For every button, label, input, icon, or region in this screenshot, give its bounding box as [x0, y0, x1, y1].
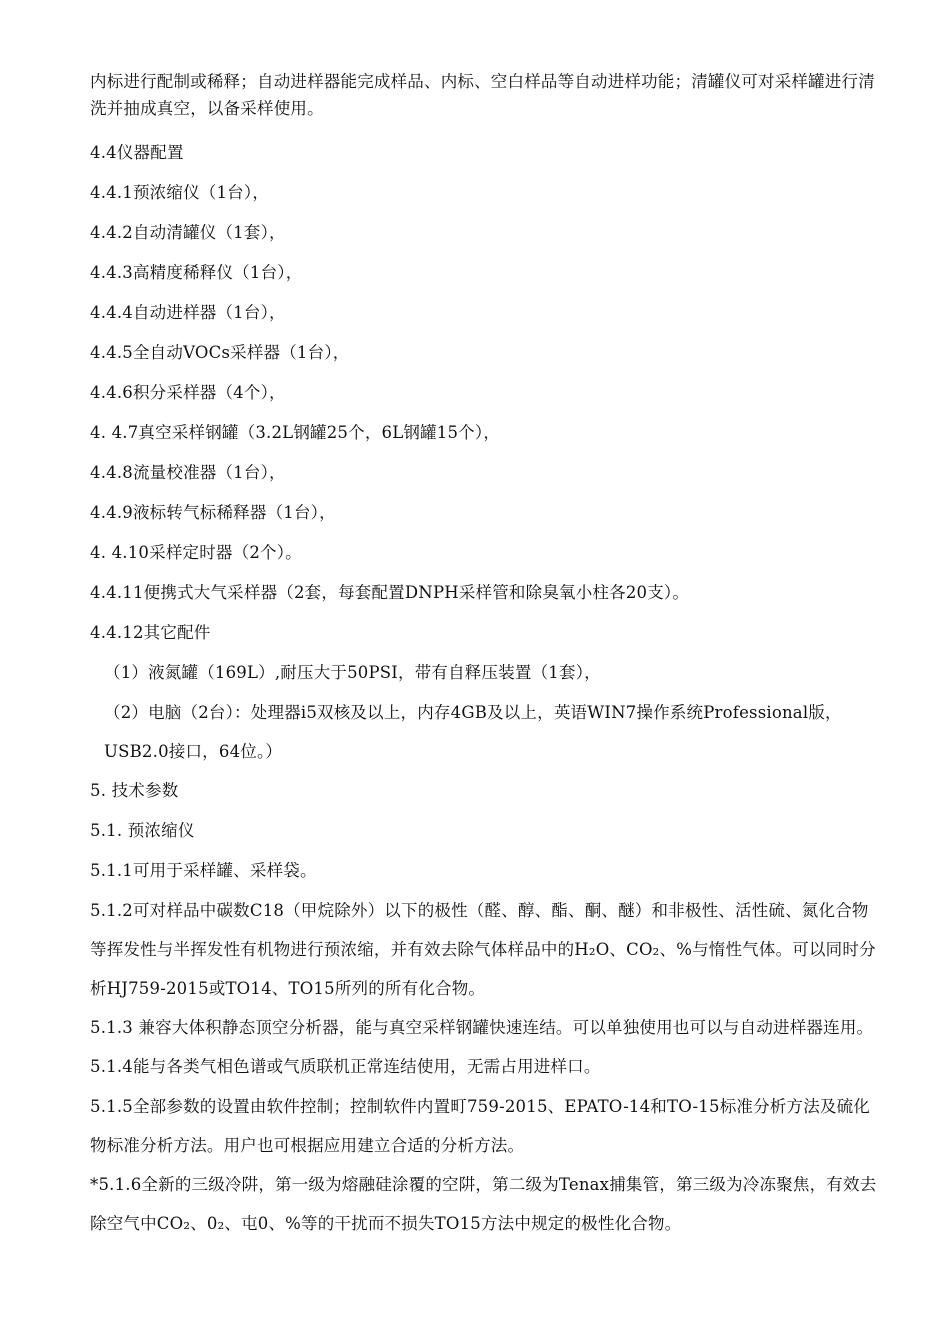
section-4-4-title: 4.4仪器配置	[90, 143, 184, 162]
list-item: *5.1.6全新的三级冷阱，第一级为熔融硅涂覆的空阱，第二级为Tenax捕集管，第三级为冷冻聚焦，有效去除空气中CO₂、0₂、屯0、%等的干扰而不损失TO15方法中规定的极性化合物。	[90, 1175, 877, 1233]
list-item: 4.4.2自动清罐仪（1套），	[90, 223, 286, 242]
list-item: 4.4.3高精度稀释仪（1台），	[90, 263, 303, 282]
document-page	[90, 68, 880, 1243]
list-item: 4.4.11便携式大气采样器（2套，每套配置DNPH采样管和除臭氧小柱各20支）。	[90, 583, 690, 602]
list-item: 4.4.4自动进样器（1台），	[90, 303, 286, 322]
list-item: 4. 4.10采样定时器（2个）。	[90, 543, 302, 562]
list-item: 5.1.1可用于采样罐、采样袋。	[90, 861, 317, 880]
section-5-title: 5. 技术参数	[90, 781, 179, 800]
list-item: 4.4.9液标转气标稀释器（1台），	[90, 503, 336, 522]
list-item: 5.1.2可对样品中碳数C18（甲烷除外）以下的极性（醛、醇、酯、酮、醚）和非极性、活性硫、氮化合物等挥发性与半挥发性有机物进行预浓缩，并有效去除气体样品中的H₂O、CO₂、%与惰性气体。可以同时分析HJ759-2015或TO14、TO15所列的所有化合物。	[90, 901, 876, 998]
list-item: 5.1.4能与各类气相色谱或气质联机正常连结使用，无需占用进样口。	[90, 1057, 601, 1076]
list-item: 4.4.8流量校准器（1台），	[90, 463, 286, 482]
section-5-1-title: 5.1. 预浓缩仪	[90, 821, 195, 840]
accessory-item: （2）电脑（2台）：处理器i5双核及以上，内存4GB及以上，英语WIN7操作系统Professional版，USB2.0接口，64位。）	[104, 703, 842, 761]
list-item: 4.4.6积分采样器（4个），	[90, 383, 286, 402]
accessory-item: （1）液氮罐（169L）,耐压大于50PSI，带有自释压装置（1套），	[104, 663, 601, 682]
list-item: 4.4.5全自动VOCs采样器（1台），	[90, 343, 350, 362]
list-item: 5.1.3 兼容大体积静态顶空分析器，能与真空采样钢罐快速连结。可以单独使用也可以与自动进样器连用。	[90, 1018, 874, 1037]
list-item: 4. 4.7真空采样钢罐（3.2L钢罐25个，6L钢罐15个），	[90, 423, 501, 442]
list-item: 5.1.5全部参数的设置由软件控制；控制软件内置町759-2015、EPATO-14和TO-15标准分析方法及硫化物标准分析方法。用户也可根据应用建立合适的分析方法。	[90, 1097, 871, 1155]
list-item: 4.4.12其它配件	[90, 623, 211, 642]
intro-paragraph: 内标进行配制或稀释；自动进样器能完成样品、内标、空白样品等自动进样功能；清罐仪可对采样罐进行清洗并抽成真空，以备采样使用。	[90, 72, 875, 118]
list-item: 4.4.1预浓缩仪（1台），	[90, 183, 270, 202]
